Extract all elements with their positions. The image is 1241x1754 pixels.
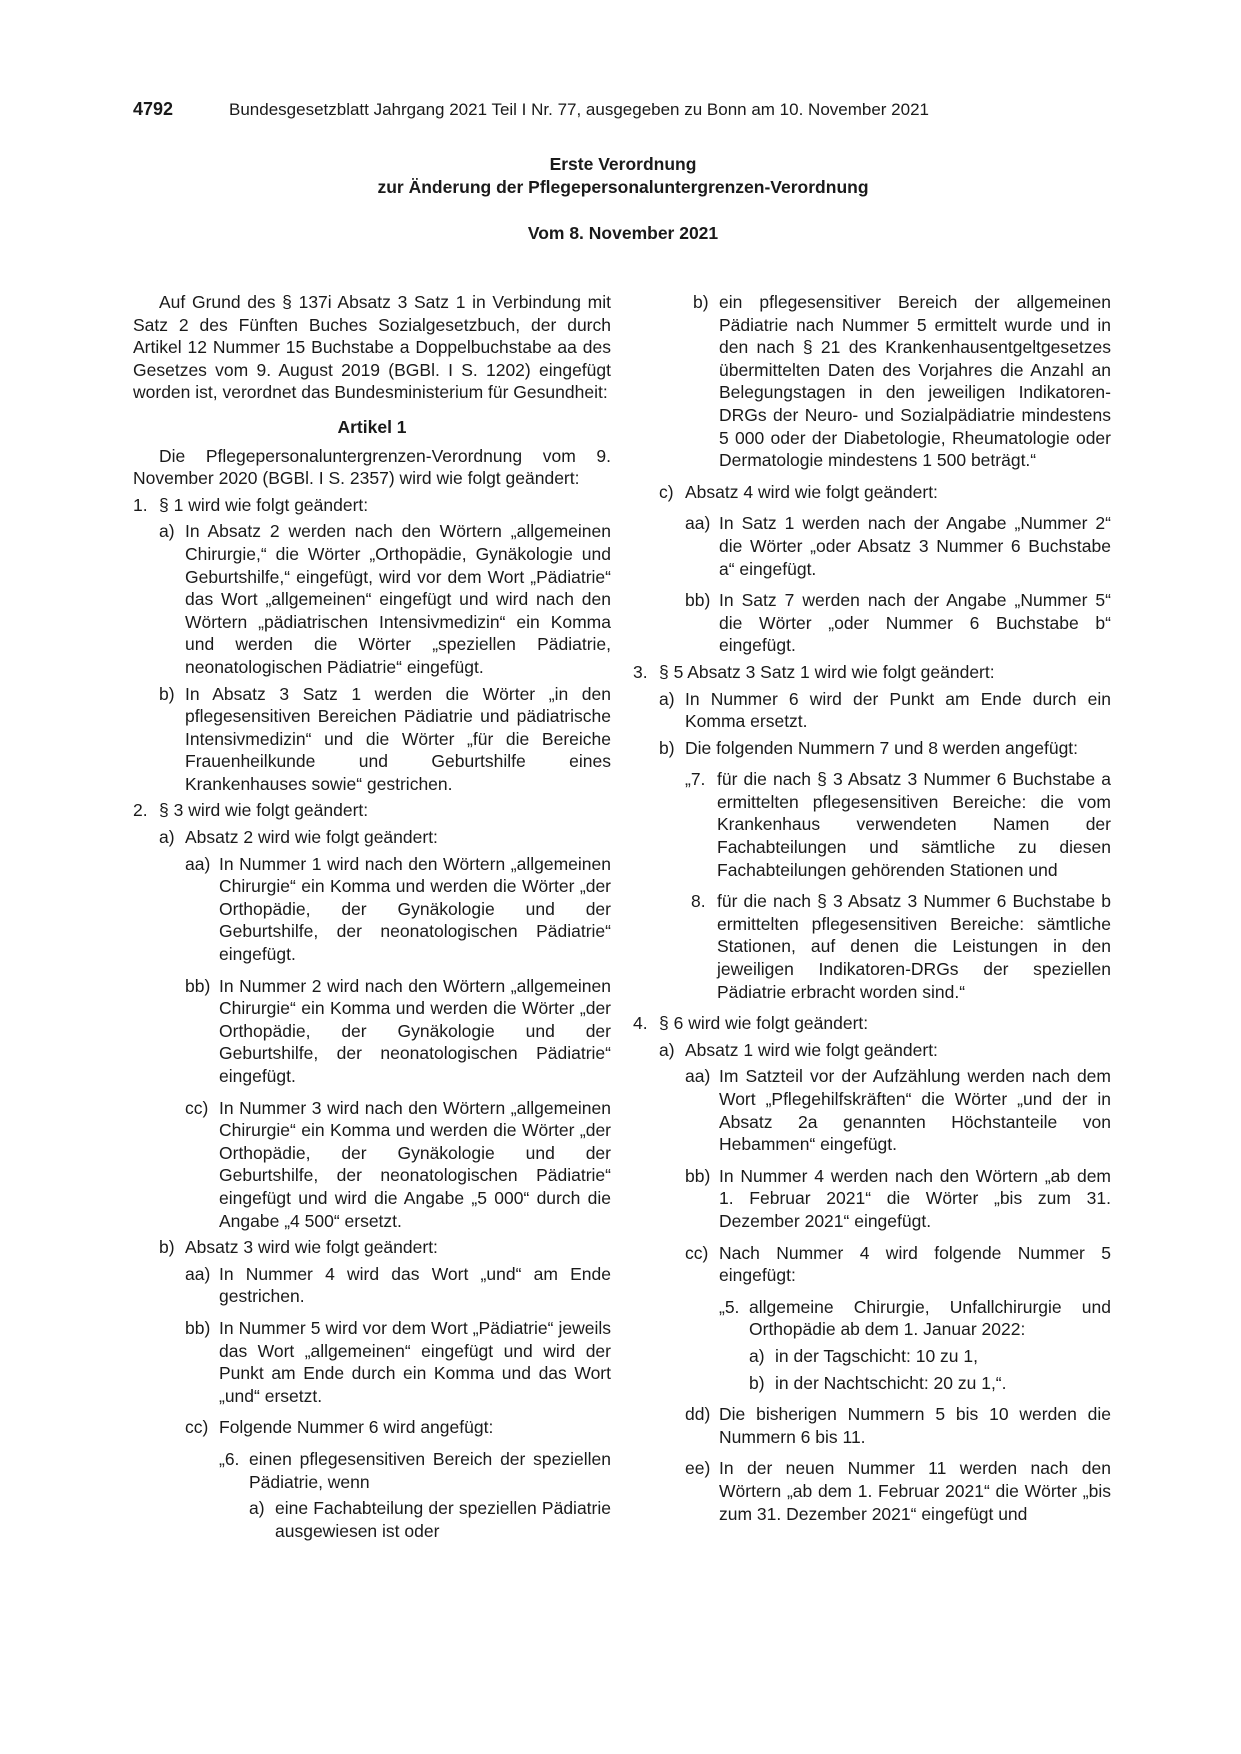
item-marker: dd) (685, 1404, 711, 1425)
list-item (185, 1097, 611, 1233)
item-marker: a) (749, 1345, 765, 1366)
title-date: Vom 8. November 2021 (527, 223, 719, 243)
item-text: Die bisherigen Nummern 5 bis 10 werden die Nummern 6 bis 11. (719, 1404, 1111, 1447)
item-marker: cc) (685, 1242, 709, 1263)
list-item (133, 494, 611, 517)
right-column (633, 291, 1111, 1525)
item-text: Im Satzteil vor der Aufzählung werden nach dem Wort „Pflegehilfskräften“ die Wörter „und der in Absatz 2a genannten Höchstanteile von Hebammen“ eingefügt. (719, 1066, 1111, 1155)
item-marker: aa) (185, 1263, 211, 1284)
item-text: in der Nachtschicht: 20 zu 1,“. (775, 1372, 1007, 1393)
list-item (185, 1416, 611, 1439)
item-text: In Nummer 1 wird nach den Wörtern „allgemeinen Chirurgie“ ein Komma und werden die Wörter „der Orthopädie, der Gynäkologie und der Geburtshilfe, der neonatologischen Pädiatrie“ eingefügt. (219, 853, 611, 965)
item-text: ein pflegesensitiver Bereich der allgemeinen Pädiatrie nach Nummer 5 ermittelt wurde und in den nach § 21 des Krankenhausentgeltgesetzes übermittelten Daten des Vorjahres die Anzahl an Belegungstagen in den jeweiligen Indikatoren-DRGs der Neuro- und Sozialpädiatrie mindestens 5 000 oder der Diabetologie, Rheumatologie oder Dermatologie mindestens 1 500 beträgt.“ (719, 292, 1111, 471)
list-item (685, 768, 1111, 881)
list-item (159, 1236, 611, 1259)
list-item (659, 688, 1111, 733)
left-column (133, 291, 611, 1542)
item-marker: „7. (685, 769, 706, 790)
list-item (685, 1165, 1111, 1233)
list-item (659, 1039, 1111, 1062)
item-text: In der neuen Nummer 11 werden nach den Wörtern „ab dem 1. Februar 2021“ die Wörter „bis zum 31. Dezember 2021“ eingefügt und (719, 1458, 1111, 1524)
item-marker: „6. (219, 1448, 240, 1469)
list-item (749, 1345, 1111, 1368)
list-item (159, 826, 611, 849)
item-marker: 4. (633, 1013, 648, 1034)
item-text: Absatz 4 wird wie folgt geändert: (685, 481, 938, 502)
list-item (685, 512, 1111, 580)
article-heading: Artikel 1 (337, 416, 407, 437)
item-text: Absatz 1 wird wie folgt geändert: (685, 1039, 938, 1060)
item-marker: a) (659, 1039, 675, 1060)
item-text: In Satz 1 werden nach der Angabe „Nummer 2“ die Wörter „oder Absatz 3 Nummer 6 Buchstabe a“ eingefügt. (719, 513, 1111, 579)
item-marker: a) (159, 827, 175, 848)
list-item (633, 1012, 1111, 1035)
item-text: § 1 wird wie folgt geändert: (159, 494, 369, 515)
list-item (691, 890, 1111, 1003)
page-header (133, 98, 1113, 121)
item-text: In Nummer 5 wird vor dem Wort „Pädiatrie“ jeweils das Wort „allgemeinen“ eingefügt und wird der Punkt am Ende durch ein Komma und das Wort „und“ ersetzt. (219, 1317, 611, 1406)
item-text: In Nummer 2 wird nach den Wörtern „allgemeinen Chirurgie“ ein Komma und werden die Wörter „der Orthopädie, der Gynäkologie und der Geburtshilfe, der neonatologischen Pädiatrie“ eingefügt. (219, 975, 611, 1086)
title-line-1: Erste Verordnung (549, 154, 697, 174)
item-marker: 8. (691, 891, 706, 912)
item-text: in der Tagschicht: 10 zu 1, (775, 1345, 978, 1366)
item-text: In Nummer 6 wird der Punkt am Ende durch ein Komma ersetzt. (685, 688, 1111, 732)
item-text: In Absatz 2 werden nach den Wörtern „allgemeinen Chirurgie,“ die Wörter „Orthopädie, Gynäkologie und Geburtshilfe,“ eingefügt, wird vor dem Wort „Pädiatrie“ das Wort „allgemeinen“ eingefügt und wird nach den Wörtern „pädiatrischen Intensivmedizin“ ein Komma und werden die Wörter „speziellen Pädiatrie, neonatologischen Pädiatrie“ eingefügt. (185, 521, 611, 677)
item-text: Absatz 2 wird wie folgt geändert: (185, 827, 438, 848)
list-item (633, 661, 1111, 684)
list-item (185, 975, 611, 1088)
title-line-2: zur Änderung der Pflegepersonaluntergrenzen-Verordnung (377, 177, 869, 197)
item-marker: 3. (633, 661, 648, 682)
item-marker: bb) (685, 1165, 711, 1186)
item-text: für die nach § 3 Absatz 3 Nummer 6 Buchstabe a ermittelten pflegesensitiven Bereiche: die vom Krankenhaus verwendeten Namen der Fachabteilungen und sämtliche zu diesen Fachabteilungen gehörenden Stationen und (717, 769, 1111, 880)
item-text: § 5 Absatz 3 Satz 1 wird wie folgt geändert: (659, 661, 995, 682)
list-item (159, 683, 611, 796)
list-item (659, 481, 1111, 504)
list-item (685, 1403, 1111, 1448)
list-item (249, 1497, 611, 1542)
list-item (749, 1372, 1111, 1395)
item-text: In Satz 7 werden nach der Angabe „Nummer 5“ die Wörter „oder Nummer 6 Buchstabe b“ eingefügt. (719, 590, 1111, 656)
list-item (685, 589, 1111, 657)
item-marker: „5. (719, 1296, 740, 1317)
list-item (659, 737, 1111, 760)
item-text: einen pflegesensitiven Bereich der speziellen Pädiatrie, wenn (249, 1448, 611, 1492)
item-marker: b) (693, 292, 709, 312)
list-item (685, 1242, 1111, 1287)
item-marker: cc) (185, 1097, 209, 1118)
list-item (185, 1263, 611, 1308)
item-marker: aa) (685, 1066, 711, 1087)
item-marker: ee) (685, 1458, 711, 1479)
item-text: allgemeine Chirurgie, Unfallchirurgie und Orthopädie ab dem 1. Januar 2022: (749, 1296, 1111, 1340)
item-text: In Nummer 3 wird nach den Wörtern „allgemeinen Chirurgie“ ein Komma und werden die Wörter „der Orthopädie, der Gynäkologie und der Geburtshilfe, der neonatologischen Pädiatrie“ eingefügt und wird die Angabe „5 000“ durch die Angabe „4 500“ ersetzt. (219, 1097, 611, 1231)
item-marker: bb) (185, 1317, 211, 1338)
preamble: Auf Grund des § 137i Absatz 3 Satz 1 in Verbindung mit Satz 2 des Fünften Buches Sozialgesetzbuch, der durch Artikel 12 Nummer 15 Buchstabe a Doppelbuchstabe aa des Gesetzes vom 9. August 2019 (BGBl. I S. 1202) eingefügt worden ist, verordnet das Bundesministerium für Gesundheit: (133, 292, 611, 403)
item-text: § 6 wird wie folgt geändert: (659, 1013, 869, 1034)
list-item (133, 799, 611, 822)
list-item (185, 1317, 611, 1407)
item-text: Folgende Nummer 6 wird angefügt: (219, 1417, 494, 1438)
list-item (185, 853, 611, 966)
item-text: In Nummer 4 wird das Wort „und“ am Ende gestrichen. (219, 1263, 611, 1307)
item-marker: b) (159, 683, 175, 704)
item-marker: aa) (185, 853, 211, 874)
item-marker: a) (249, 1498, 265, 1519)
item-marker: 2. (133, 800, 148, 821)
item-marker: cc) (185, 1417, 209, 1438)
item-marker: bb) (685, 590, 711, 611)
list-item (693, 291, 1111, 472)
item-text: In Absatz 3 Satz 1 werden die Wörter „in den pflegesensitiven Bereichen Pädiatrie und pädiatrische Intensivmedizin“ und die Wörter „für die Bereiche Frauenheilkunde und Geburtshilfe eines Krankenhauses sowie“ gestrichen. (185, 683, 611, 794)
item-text: § 3 wird wie folgt geändert: (159, 800, 369, 821)
page-number: 4792 (133, 99, 174, 119)
item-text: In Nummer 4 werden nach den Wörtern „ab dem 1. Februar 2021“ die Wörter „bis zum 31. Dezember 2021“ eingefügt. (719, 1165, 1111, 1231)
item-marker: c) (659, 481, 674, 502)
list-item (719, 1296, 1111, 1341)
item-text: Nach Nummer 4 wird folgende Nummer 5 eingefügt: (719, 1242, 1111, 1286)
item-marker: 1. (133, 494, 148, 515)
item-text: Die folgenden Nummern 7 und 8 werden angefügt: (685, 737, 1079, 758)
list-item (685, 1457, 1111, 1525)
item-text: eine Fachabteilung der speziellen Pädiatrie ausgewiesen ist oder (275, 1498, 611, 1541)
item-marker: b) (749, 1372, 765, 1393)
item-text: Absatz 3 wird wie folgt geändert: (185, 1237, 438, 1258)
article-intro: Die Pflegepersonaluntergrenzen-Verordnung vom 9. November 2020 (BGBl. I S. 2357) wird wie folgt geändert: (133, 445, 611, 489)
list-item (159, 520, 611, 678)
item-text: für die nach § 3 Absatz 3 Nummer 6 Buchstabe b ermittelten pflegesensitiven Bereiche: sämtliche Stationen, auf denen die Leistungen in den jeweiligen Indikatoren-DRGs der speziellen Pädiatrie erbracht worden sind.“ (717, 891, 1111, 1002)
document-title (133, 153, 1113, 245)
item-marker: bb) (185, 975, 211, 996)
list-item (219, 1448, 611, 1493)
item-marker: a) (659, 688, 675, 709)
list-item (685, 1065, 1111, 1155)
item-marker: aa) (685, 513, 711, 534)
item-marker: b) (659, 737, 675, 758)
item-marker: a) (159, 521, 175, 542)
item-marker: b) (159, 1237, 175, 1258)
running-title: Bundesgesetzblatt Jahrgang 2021 Teil I Nr. 77, ausgegeben zu Bonn am 10. November 2021 (229, 100, 929, 119)
